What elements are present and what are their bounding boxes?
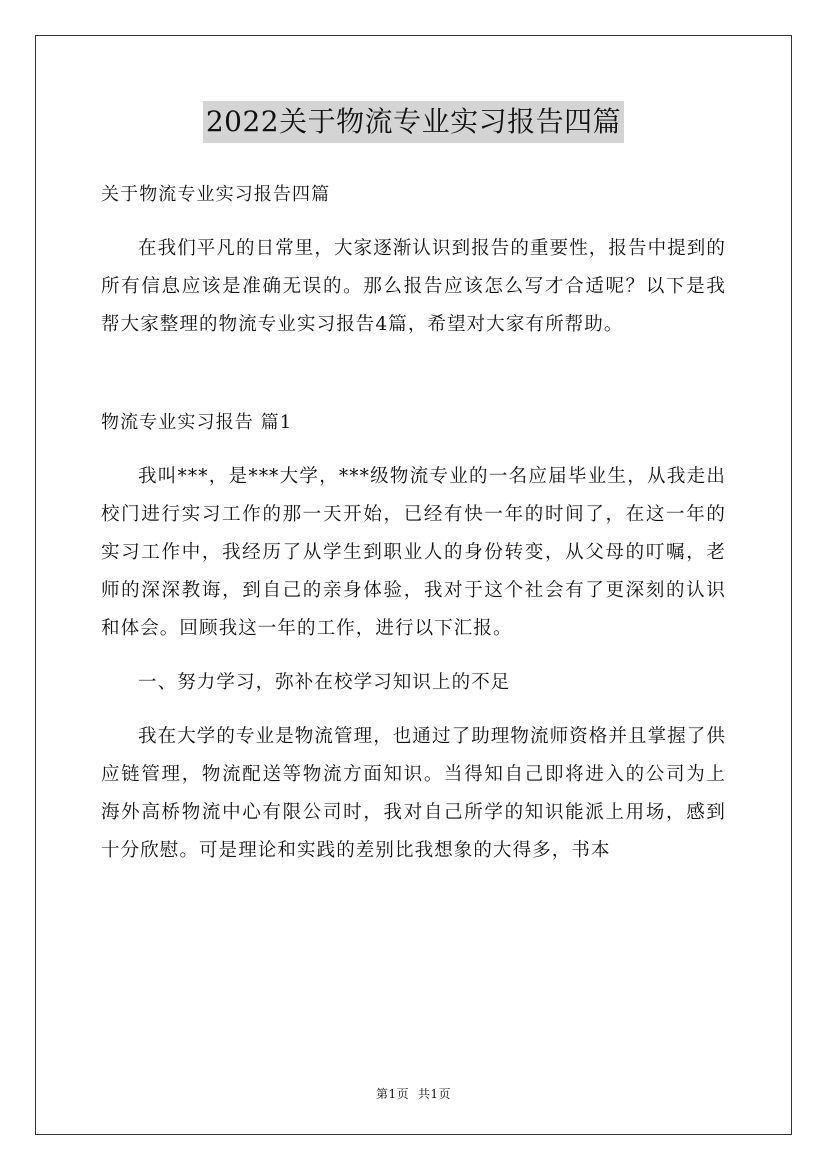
document-title: 2022关于物流专业实习报告四篇 xyxy=(203,101,624,143)
title-wrap xyxy=(0,101,827,143)
body-subheading: 一、努力学习，弥补在校学习知识上的不足 xyxy=(138,672,511,693)
body-paragraph: 我叫***，是***大学，***级物流专业的一名应届毕业生，从我走出校门进行实习工作的那一天开始，已经有快一年的时间了，在这一年的实习工作中，我经历了从学生到职业人的身份转变，从父母的叮嘱，老师的深深教诲，到自己的亲身体验，我对于这个社会有了更深刻的认识和体会。回顾我这一年的工作，进行以下汇报。 xyxy=(101,466,726,639)
page-total: 共1页 xyxy=(417,1087,451,1101)
page-number: 第1页 xyxy=(376,1087,410,1101)
intro-paragraph: 在我们平凡的日常里，大家逐渐认识到报告的重要性，报告中提到的所有信息应该是准确无误的。那么报告应该怎么写才合适呢？以下是我帮大家整理的物流专业实习报告4篇，希望对大家有所帮助。 xyxy=(101,238,727,335)
document-body xyxy=(101,176,726,870)
body-paragraph: 我在大学的专业是物流管理，也通过了助理物流师资格并且掌握了供应链管理，物流配送等物流方面知识。当得知自己即将进入的公司为上海外高桥物流中心有限公司时，我对自己所学的知识能派上用场，感到十分欣慰。可是理论和实践的差别比我想象的大得多，书本 xyxy=(101,726,727,861)
page-footer xyxy=(0,1085,827,1102)
document-subtitle: 关于物流专业实习报告四篇 xyxy=(101,184,331,205)
section-heading: 物流专业实习报告 篇1 xyxy=(101,412,293,433)
